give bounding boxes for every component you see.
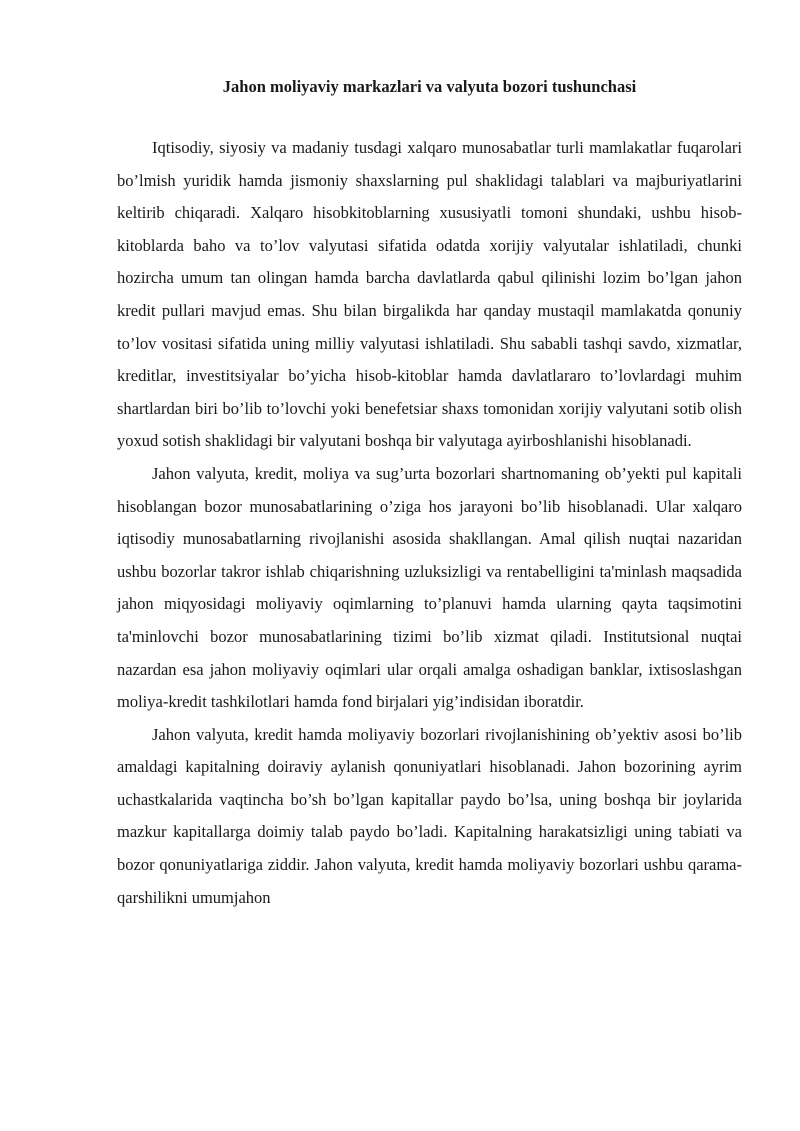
- document-title: Jahon moliyaviy markazlari va valyuta bozori tushunchasi: [222, 77, 637, 96]
- document-page: [117, 76, 742, 914]
- paragraph-2: Jahon valyuta, kredit, moliya va sug’urta bozorlari shartnomaning ob’yekti pul kapitali hisoblangan bozor munosabatlarining o’ziga hos jarayoni bo’lib hisoblanadi. Ular xalqaro iqtisodiy munosabatlarning rivojlanishi asosida shakllangan. Amal qilish nuqtai nazaridan ushbu bozorlar takror ishlab chiqarishning uzluksizligi va rentabelligini ta'minlash maqsadida jahon miqyosidagi moliyaviy oqimlarning to’planuvi hamda ularning qayta taqsimotini ta'minlovchi bozor munosabatlarining tizimi bo’lib xizmat qiladi. Institutsional nuqtai nazardan esa jahon moliyaviy oqimlari ular orqali amalga oshadigan banklar, ixtisoslashgan moliya-kredit tashkilotlari hamda fond birjalari yig’indisidan iboratdir.: [117, 463, 742, 712]
- paragraph-1: Iqtisodiy, siyosiy va madaniy tusdagi xalqaro munosabatlar turli mamlakatlar fuqarolari bo’lmish yuridik hamda jismoniy shaxslarning pul shaklidagi talablari va majburiyatlarini keltirib chiqaradi. Xalqaro hisobkitoblarning xususiyatli tomoni shundaki, ushbu hisob-kitoblarda baho va to’lov valyutasi sifatida odatda xorijiy valyutalar ishlatiladi, chunki hozircha umum tan olingan hamda barcha davlatlarda qabul qilinishi lozim bo’lgan jahon kredit pullari mavjud emas. Shu bilan birgalikda har qanday mustaqil mamlakatda qonuniy to’lov vositasi sifatida uning milliy valyutasi ishlatiladi. Shu sababli tashqi savdo, xizmatlar, kreditlar, investitsiyalar bo’yicha hisob-kitoblar hamda davlatlararo to’lovlardagi muhim shartlardan biri bo’lib to’lovchi yoki benefetsiar shaxs tomonidan xorijiy valyutani sotib olish yoxud sotish shaklidagi bir valyutani boshqa bir valyutaga ayirboshlanishi hisoblanadi.: [117, 138, 742, 451]
- paragraph-3: Jahon valyuta, kredit hamda moliyaviy bozorlari rivojlanishining ob’yektiv asosi bo’lib amaldagi kapitalning doiraviy aylanish qonuniyatlari hisoblanadi. Jahon bozorining ayrim uchastkalarida vaqtincha bo’sh bo’lgan kapitallar paydo bo’lsa, uning boshqa bir joylarida mazkur kapitallarga doimiy talab paydo bo’ladi. Kapitalning harakatsizligi uning tabiati va bozor qonuniyatlariga ziddir. Jahon valyuta, kredit hamda moliyaviy bozorlari ushbu qarama-qarshilikni umumjahon: [117, 724, 742, 907]
